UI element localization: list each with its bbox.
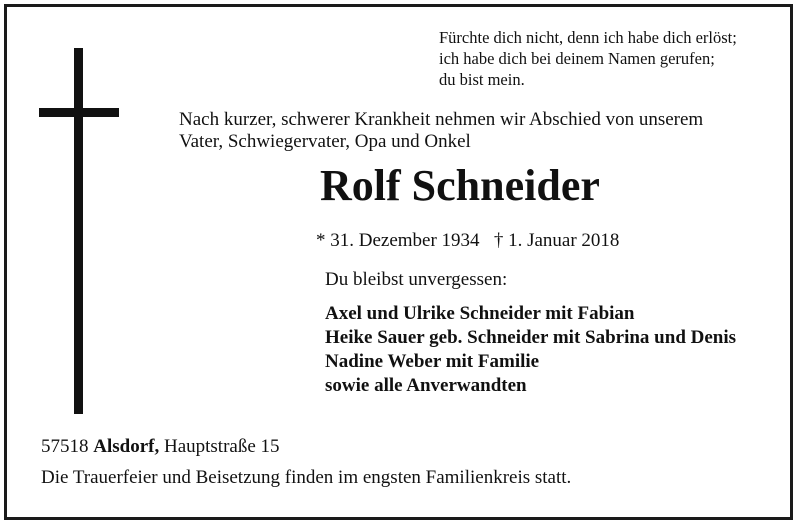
remembrance-line: Du bleibst unvergessen: [325, 269, 508, 290]
postcode: 57518 [41, 436, 89, 457]
verse-line: Fürchte dich nicht, denn ich habe dich erlöst; [439, 28, 737, 47]
mourner-entry: Axel und Ulrike Schneider mit Fabian [325, 303, 635, 324]
street: Hauptstraße 15 [163, 436, 280, 457]
town: Alsdorf, [93, 436, 160, 457]
birth-date: * 31. Dezember 1934 [316, 230, 480, 251]
life-dates [316, 229, 619, 253]
family-address [41, 435, 280, 459]
deceased-name: Rolf Schneider [320, 161, 600, 210]
cross-icon [74, 48, 83, 414]
intro-line: Vater, Schwiegervater, Opa und Onkel [179, 131, 471, 152]
verse-line: ich habe dich bei deinem Namen gerufen; [439, 49, 715, 68]
obituary-card [4, 4, 793, 520]
funeral-notice: Die Trauerfeier und Beisetzung finden im engsten Familienkreis statt. [41, 467, 572, 488]
mourner-entry: Heike Sauer geb. Schneider mit Sabrina und Denis [325, 327, 737, 348]
bible-verse [439, 27, 737, 90]
intro-line: Nach kurzer, schwerer Krankheit nehmen wir Abschied von unserem [179, 109, 704, 130]
farewell-intro [179, 109, 703, 153]
mourner-entry: Nadine Weber mit Familie [325, 351, 540, 372]
mourners-list [325, 302, 736, 398]
cross-icon-crossbar [39, 108, 119, 117]
death-date: † 1. Januar 2018 [493, 230, 620, 251]
verse-line: du bist mein. [439, 70, 525, 89]
mourner-entry: sowie alle Anverwandten [325, 375, 527, 396]
